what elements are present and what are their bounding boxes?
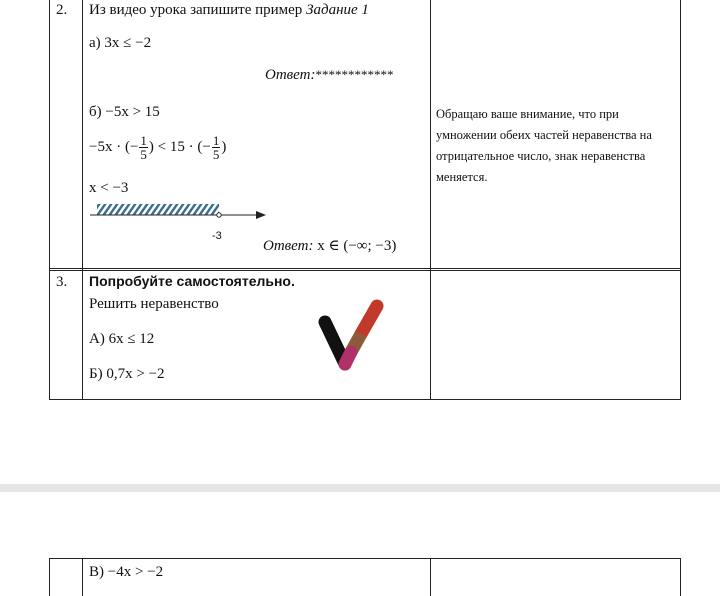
exercise-a: А) 6x ≤ 12 [89, 331, 155, 347]
answer-b [263, 236, 396, 255]
task-heading: Попробуйте самостоятельно. [89, 273, 295, 289]
step-lhs: −5x · (− [89, 138, 139, 155]
axis-tick-label: -3 [212, 230, 222, 242]
number-line [90, 198, 275, 226]
task-title-text: Из видео урока запишите пример [89, 2, 303, 18]
checkmark-right-stroke-top [361, 306, 377, 334]
step-end: ) [221, 138, 227, 155]
axis-arrow-icon [256, 211, 266, 219]
task-title-italic: Задание 1 [306, 2, 369, 18]
answer-b-value: x ∈ (−∞; −3) [317, 238, 397, 254]
answer-a-value: ************ [315, 67, 394, 82]
solution-step [89, 134, 226, 161]
fraction-2 [212, 134, 221, 161]
answer-b-label: Ответ: [263, 238, 314, 254]
fraction-2-num: 1 [212, 133, 220, 148]
task-title [89, 2, 369, 19]
row-number-3: 3. [56, 274, 68, 290]
row-number-2: 2. [56, 2, 68, 18]
step-mid: ) < 15 · (− [148, 138, 211, 155]
exercise-b: Б) 0,7x > −2 [89, 366, 165, 382]
exercise-c: В) −4x > −2 [89, 564, 164, 580]
answer-a [265, 67, 393, 84]
fraction-1-num: 1 [140, 133, 147, 148]
checkmark-icon [315, 298, 387, 374]
fraction-1 [139, 134, 148, 161]
task-subtitle: Решить неравенство [89, 296, 219, 312]
fraction-2-den: 5 [212, 147, 220, 162]
solution-result: x < −3 [89, 180, 129, 196]
open-point [217, 213, 221, 217]
example-a: а) 3x ≤ −2 [89, 35, 152, 51]
example-b: б) −5x > 15 [89, 104, 160, 120]
shaded-region [97, 204, 219, 215]
answer-a-label: Ответ: [265, 67, 316, 83]
fraction-1-den: 5 [140, 147, 147, 162]
page-separator [0, 484, 720, 492]
checkmark-right-stroke-bottom [345, 352, 351, 364]
teacher-note: Обращаю ваше внимание, что при умножении обеих частей неравенства на отрицательное число, знак неравенства меняется. [436, 107, 652, 184]
